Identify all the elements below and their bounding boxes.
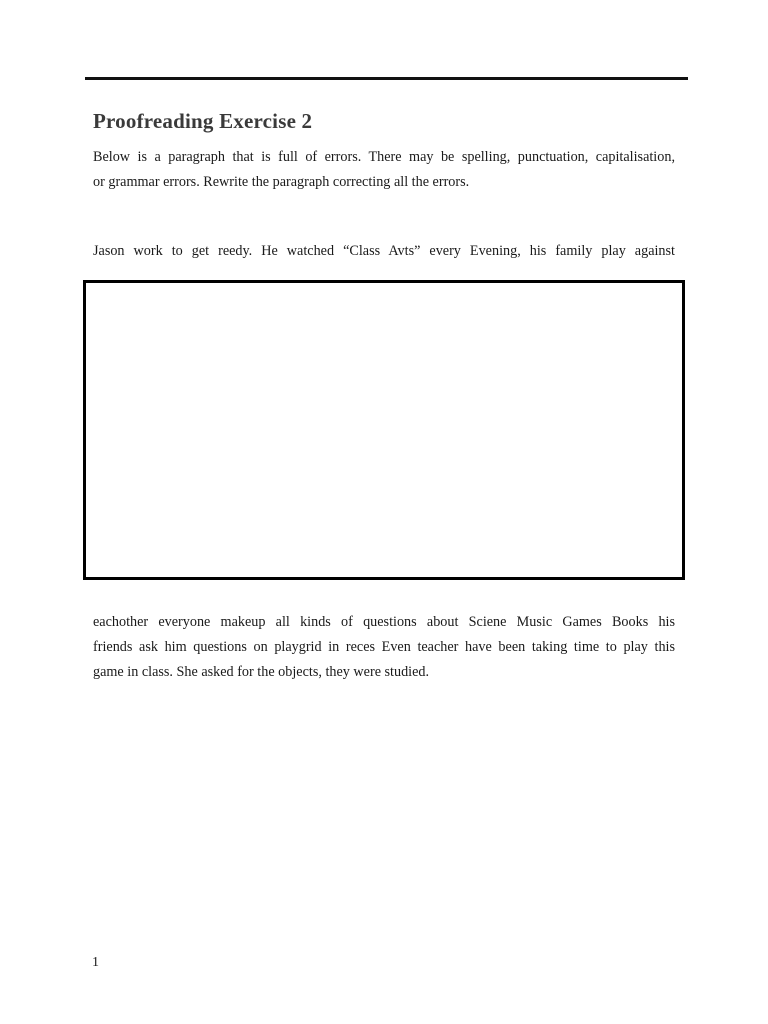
- instructions-line: Below is a paragraph that is full of errors. There may be spelling, punctuation, capitalisation,: [93, 149, 675, 165]
- error-paragraph-continued: [93, 610, 675, 685]
- error-paragraph-line: Jason work to get reedy. He watched “Class Avts” every Evening, his family play against: [93, 243, 675, 259]
- instructions-paragraph: [93, 145, 675, 195]
- page-number: 1: [92, 955, 99, 970]
- instructions-line: or grammar errors. Rewrite the paragraph correcting all the errors.: [93, 174, 470, 190]
- error-paragraph-start: [93, 239, 675, 264]
- answer-box[interactable]: [83, 280, 685, 580]
- header-rule: [85, 77, 688, 80]
- error-paragraph-line: game in class. She asked for the objects, they were studied.: [93, 664, 430, 680]
- page-title: Proofreading Exercise 2: [93, 109, 313, 133]
- error-paragraph-line: friends ask him questions on playgrid in reces Even teacher have been taking time to play this: [93, 639, 675, 655]
- error-paragraph-line: eachother everyone makeup all kinds of questions about Sciene Music Games Books his: [93, 614, 675, 630]
